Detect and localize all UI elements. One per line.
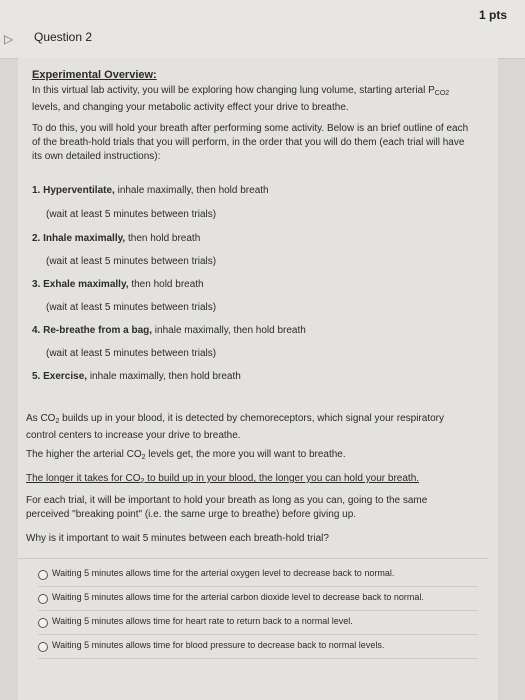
option-divider <box>38 586 478 587</box>
option-label: Waiting 5 minutes allows time for heart rate to return back to a normal level. <box>52 616 353 626</box>
step-5: 5. Exercise, inhale maximally, then hold breath <box>32 371 241 382</box>
points-label: 1 pts <box>478 8 507 22</box>
trial-paragraph: For each trial, it will be important to hold your breath as long as you can, going to the same perceived "breaking point" (i.e. the same urge to breathe) before giving up. <box>26 495 428 520</box>
step-2: 2. Inhale maximally, then hold breath <box>32 233 201 244</box>
answers-divider <box>18 558 488 559</box>
step-1: 1. Hyperventilate, inhale maximally, then hold breath <box>32 185 269 196</box>
option-divider <box>38 634 478 635</box>
option-divider <box>38 658 478 659</box>
flag-icon[interactable]: ▷ <box>4 32 14 46</box>
question-body <box>18 58 498 700</box>
co2-paragraph: As $CO_2$ builds up in your blood, it is detected by chemoreceptors, which signal your respiratory control centers to increase your drive to breathe. <box>26 413 444 441</box>
outline-line-1: To do this, you will hold your breath after performing some activity. Below is an brief outline of each <box>32 123 469 134</box>
radio-button[interactable] <box>38 642 48 652</box>
outline-line-3: its own detailed instructions): <box>32 151 161 162</box>
outline-paragraph <box>32 122 482 164</box>
step-1-wait: (wait at least 5 minutes between trials) <box>46 209 217 220</box>
step-3-wait: (wait at least 5 minutes between trials) <box>46 302 217 313</box>
question-title: Question 2 <box>34 30 93 44</box>
higher-co2-line: The higher the arterial $CO_2$ levels get, the more you will want to breathe. <box>26 449 346 461</box>
radio-button[interactable] <box>38 570 48 580</box>
option-label: Waiting 5 minutes allows time for the arterial carbon dioxide level to decrease back to normal. <box>52 592 424 602</box>
intro-text: In this virtual lab activity, you will be exploring how changing lung volume, starting arterial P <box>32 85 435 96</box>
longer-co2-line: The longer it takes for $CO_2$ to build up in your blood, the longer you can hold your breath. <box>26 473 420 485</box>
answer-option-2[interactable] <box>38 590 478 612</box>
intro-text-2: levels, and changing your metabolic activity effect your drive to breathe. <box>32 102 349 113</box>
step-3: 3. Exhale maximally, then hold breath <box>32 279 204 290</box>
answer-option-4[interactable] <box>38 638 478 660</box>
radio-button[interactable] <box>38 594 48 604</box>
option-label: Waiting 5 minutes allows time for the arterial oxygen level to decrease back to normal. <box>52 568 395 578</box>
option-divider <box>38 610 478 611</box>
radio-button[interactable] <box>38 618 48 628</box>
outline-line-2: of the breath-hold trials that you will perform, in the order that you will do them (each trial will have <box>32 137 465 148</box>
answer-option-3[interactable] <box>38 614 478 636</box>
intro-paragraph <box>32 84 472 115</box>
pco2-subscript: CO2 <box>434 90 450 97</box>
step-2-wait: (wait at least 5 minutes between trials) <box>46 256 217 267</box>
option-label: Waiting 5 minutes allows time for blood pressure to decrease back to normal levels. <box>52 640 385 650</box>
step-4-wait: (wait at least 5 minutes between trials) <box>46 348 217 359</box>
question-header <box>0 0 525 59</box>
overview-title: Experimental Overview: <box>32 69 157 81</box>
step-4: 4. Re-breathe from a bag, inhale maximally, then hold breath <box>32 325 306 336</box>
question-prompt: Why is it important to wait 5 minutes between each breath-hold trial? <box>26 533 329 544</box>
answer-option-1[interactable] <box>38 566 478 588</box>
